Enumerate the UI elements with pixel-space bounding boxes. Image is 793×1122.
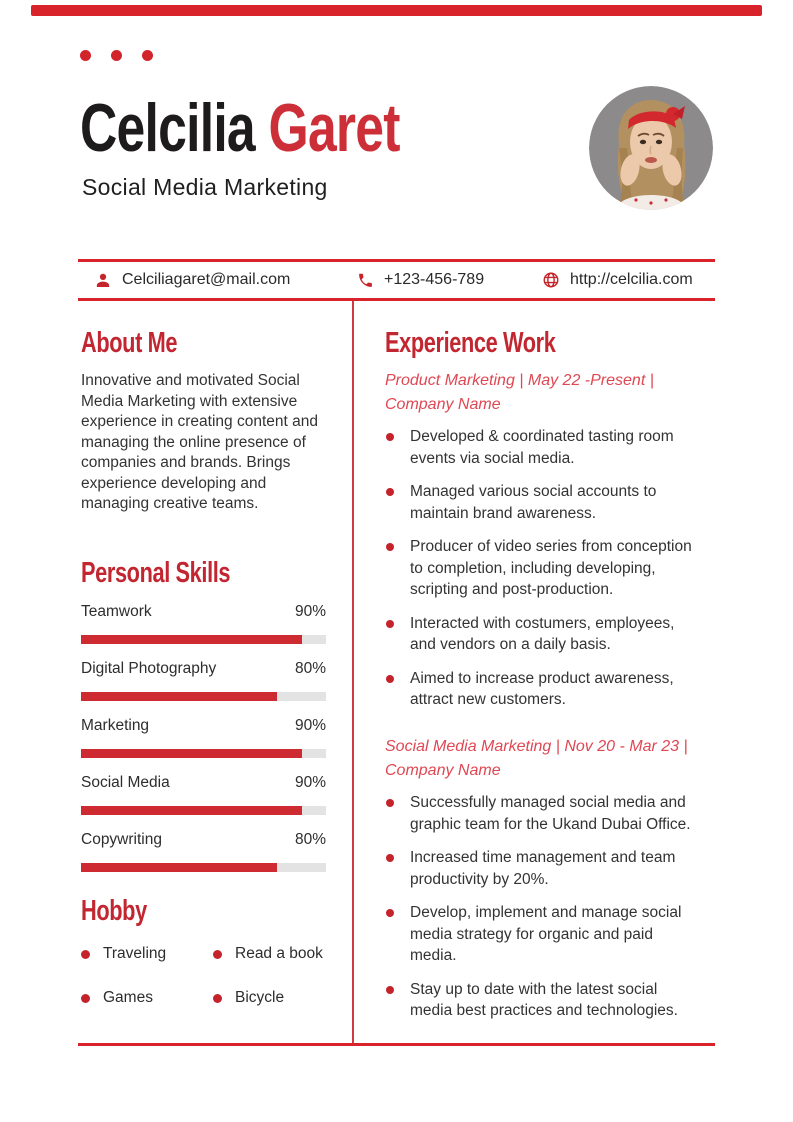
skill-bar-track <box>81 749 326 758</box>
skill-row <box>81 602 326 644</box>
skill-name: Copywriting <box>81 831 162 848</box>
skill-bar-track <box>81 806 326 815</box>
hobby-label: Read a book <box>235 945 323 962</box>
hobby-item <box>81 945 213 963</box>
last-name: Garet <box>268 90 400 166</box>
skill-name: Digital Photography <box>81 660 217 677</box>
experience-work-title: Experience Work <box>385 327 556 359</box>
skill-bar-fill <box>81 692 277 701</box>
skill-bar-fill <box>81 749 302 758</box>
experience-bullet: Successfully managed social media and graphic team for the Ukand Dubai Office. <box>385 792 703 835</box>
bullet-icon <box>81 994 90 1003</box>
dot-icon <box>111 50 122 61</box>
skill-row <box>81 830 326 872</box>
skill-row <box>81 659 326 701</box>
job-title: Social Media Marketing <box>82 174 328 200</box>
experience-bullet: Producer of video series from conception to completion, including developing, scripting and post-production. <box>385 536 703 601</box>
skill-bar-track <box>81 863 326 872</box>
skill-percent: 90% <box>294 603 326 620</box>
job-bullet-list-2 <box>385 792 703 1034</box>
experience-bullet: Developed & coordinated tasting room events via social media. <box>385 426 703 469</box>
contact-email <box>94 262 290 298</box>
skill-bar-fill <box>81 635 302 644</box>
bottom-accent-line <box>78 1043 715 1046</box>
top-accent-bar <box>31 5 762 16</box>
dot-icon <box>142 50 153 61</box>
contact-website-text: http://celcilia.com <box>570 271 693 288</box>
hobby-label: Traveling <box>103 945 167 962</box>
about-me-title: About Me <box>81 327 178 359</box>
skill-name: Teamwork <box>81 603 152 620</box>
skill-percent: 80% <box>294 831 326 848</box>
personal-skills-title: Personal Skills <box>81 557 231 589</box>
experience-bullet: Aimed to increase product awareness, attract new customers. <box>385 668 703 711</box>
person-icon <box>94 271 112 289</box>
hobby-title: Hobby <box>81 895 147 927</box>
profile-photo <box>589 86 713 210</box>
bullet-icon <box>81 950 90 959</box>
skill-bar-track <box>81 635 326 644</box>
experience-bullet: Stay up to date with the latest social media best practices and technologies. <box>385 979 703 1022</box>
skill-name: Marketing <box>81 717 150 734</box>
column-divider <box>352 301 354 1045</box>
about-me-text: Innovative and motivated Social Media Marketing with extensive experience in creating content and managing the online presence of companies and brands. Brings experience developing and managing creative teams. <box>81 372 318 512</box>
skill-bar-fill <box>81 863 277 872</box>
skill-percent: 90% <box>294 717 326 734</box>
hobby-list <box>81 945 339 1007</box>
job-heading-2: Social Media Marketing | Nov 20 - Mar 23 | Company Name <box>385 738 688 779</box>
first-name: Celcilia <box>80 90 255 166</box>
skill-name: Social Media <box>81 774 170 791</box>
contact-phone <box>357 262 484 298</box>
experience-bullet: Develop, implement and manage social media strategy for organic and paid media. <box>385 902 703 967</box>
experience-bullet: Interacted with costumers, employees, and vendors on a daily basis. <box>385 613 703 656</box>
skill-row <box>81 773 326 815</box>
phone-icon <box>357 272 374 289</box>
skill-bar-fill <box>81 806 302 815</box>
hobby-item <box>213 989 339 1007</box>
skill-percent: 80% <box>294 660 326 677</box>
contact-website <box>542 262 693 298</box>
job-heading-1: Product Marketing | May 22 -Present | Company Name <box>385 372 654 413</box>
dot-icon <box>80 50 91 61</box>
skill-row <box>81 716 326 758</box>
hobby-item <box>213 945 339 963</box>
hobby-item <box>81 989 213 1007</box>
hobby-label: Bicycle <box>235 989 285 1006</box>
job-bullet-list-1 <box>385 426 703 723</box>
globe-icon <box>542 271 560 289</box>
person-name <box>80 90 400 166</box>
skill-percent: 90% <box>294 774 326 791</box>
decorative-dots <box>80 50 153 61</box>
profile-photo-illustration <box>589 86 713 210</box>
experience-bullet: Managed various social accounts to maintain brand awareness. <box>385 481 703 524</box>
bullet-icon <box>213 950 222 959</box>
skills-list <box>81 602 326 887</box>
experience-bullet: Increased time management and team productivity by 20%. <box>385 847 703 890</box>
bullet-icon <box>213 994 222 1003</box>
contact-email-text: Celciliagaret@mail.com <box>122 271 291 288</box>
contact-phone-text: +123-456-789 <box>384 271 485 288</box>
skill-bar-track <box>81 692 326 701</box>
contact-bar <box>78 259 715 301</box>
hobby-label: Games <box>103 989 153 1006</box>
